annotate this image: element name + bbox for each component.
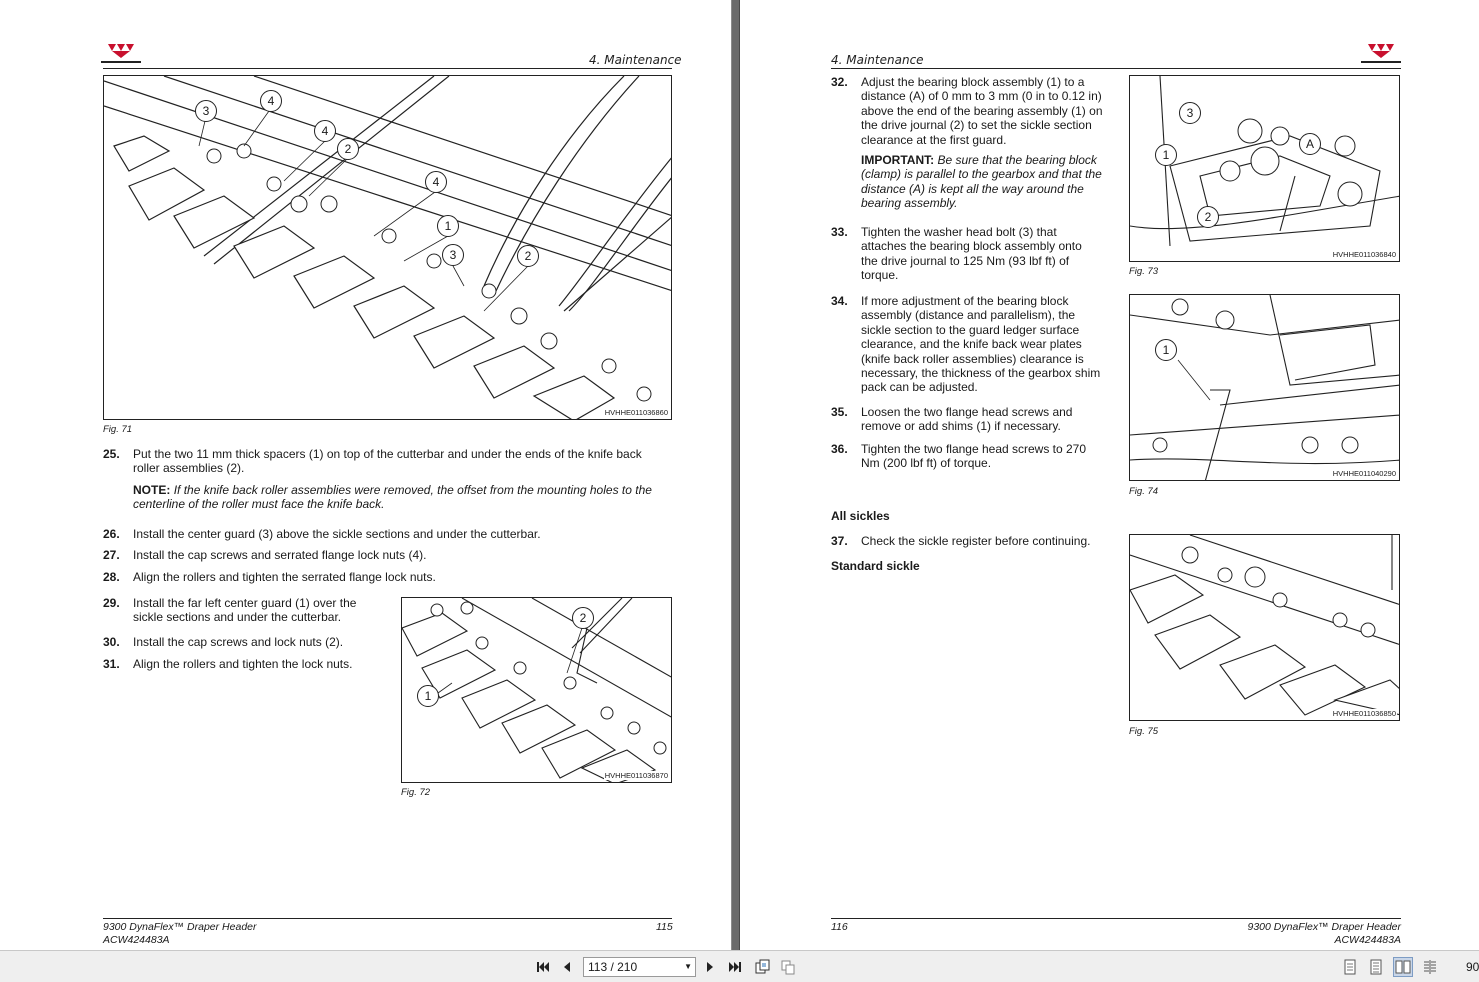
note: NOTE: If the knife back roller assemblies were removed, the offset from the mounting holes to the centerline of the roller must face the knife back. xyxy=(133,483,652,512)
fig72-callout: 1 xyxy=(417,685,439,707)
figure-code: HVHHE011036850 xyxy=(1332,709,1396,718)
cutterbar-illustration xyxy=(104,76,672,420)
zoom-level[interactable]: 90 xyxy=(1466,960,1479,974)
next-page-icon[interactable] xyxy=(700,957,720,977)
figure-caption: Fig. 71 xyxy=(103,424,133,435)
page-number: 116 xyxy=(831,921,848,933)
header-rule xyxy=(103,68,672,69)
bearing-block-illustration xyxy=(1130,76,1400,262)
header-title: 4. Maintenance xyxy=(831,53,924,67)
header-rule xyxy=(831,68,1401,69)
fig71-callout: 1 xyxy=(437,215,459,237)
figure-code: HVHHE011036860 xyxy=(604,408,668,417)
page-gutter xyxy=(731,0,740,950)
figure-73 xyxy=(1129,75,1400,262)
footer-doc-info: 9300 DynaFlex™ Draper Header ACW424483A xyxy=(1247,921,1401,946)
guard-illustration xyxy=(402,598,672,783)
brand-logo xyxy=(100,42,142,66)
prev-page-icon[interactable] xyxy=(557,957,577,977)
chevron-down-icon: ▼ xyxy=(684,962,692,971)
figure-code: HVHHE011036840 xyxy=(1332,250,1396,259)
continuous-view-icon[interactable] xyxy=(1366,957,1386,977)
figure-caption: Fig. 74 xyxy=(1129,486,1159,497)
figure-code: HVHHE011036870 xyxy=(604,771,668,780)
figure-75 xyxy=(1129,534,1400,721)
fig71-callout: 2 xyxy=(517,245,539,267)
fig71-callout: 3 xyxy=(442,244,464,266)
page-number: 115 xyxy=(656,921,673,933)
sickle-illustration xyxy=(1130,535,1400,721)
subheading-all-sickles: All sickles xyxy=(831,509,890,523)
fig73-callout: 1 xyxy=(1155,144,1177,166)
fig74-callout: 1 xyxy=(1155,339,1177,361)
footer-rule xyxy=(831,918,1401,919)
two-page-view-icon[interactable] xyxy=(1393,957,1413,977)
figure-72 xyxy=(401,597,672,783)
brand-logo xyxy=(1360,42,1402,66)
fig73-callout: A xyxy=(1299,133,1321,155)
page-115: 4. Maintenance 3 4 4 2 4 1 3 2 HVHHE011036860 Fig. 71 25. Put the two 11 mm thick spacers (1) on top of the cutterbar and under the ends of the knife back roller assemblies (2). NOTE: If the knife back roller assemblies were removed, the offset from the mounting holes to the centerline of the roller must face the knife back. 26. Install the center guard (3) above the sickle sections and under the cutterbar. 27. Install the cap screws and serrated flange lock nuts (4). 28. Align the rollers and tighten the serrated flange lock nuts. 29. Install the far left center guard (1) over the sickle sections and under the cutterbar. 30. Install the cap screws and lock nuts (2). 31. Align the rollers and tighten the lock nuts. 2 1 HVHHE011036870 Fig. 72 9300 DynaFlex™ Draper Header ACW424483A 115 xyxy=(0,0,731,950)
fig71-callout: 2 xyxy=(337,138,359,160)
subheading-standard-sickle: Standard sickle xyxy=(831,559,920,573)
fig71-callout: 4 xyxy=(260,90,282,112)
important-note: IMPORTANT: Be sure that the bearing block (clamp) is parallel to the gearbox and that the distance (A) is kept all the way around the bearing assembly. xyxy=(861,153,1102,211)
viewer-toolbar xyxy=(0,950,1479,982)
footer-rule xyxy=(103,918,672,919)
page-116: 4. Maintenance 32. Adjust the bearing block assembly (1) to a distance (A) of 0 mm to 3 mm (0 in to 0.12 in) above the end of the bearing assembly (1) on the drive journal (2) to set the sickle section clearance at the first guard. IMPORTANT: Be sure that the bearing block (clamp) is parallel to the gearbox and that the distance (A) is kept all the way around the bearing assembly. 33. Tighten the washer head bolt (3) that attaches the bearing block assembly onto the drive journal to 125 Nm (93 lbf ft) of torque. 34. If more adjustment of the bearing block assembly (distance and parallelism), the sickle section to the guard ledger surface clearance, and the knife back wear plates (knife back roller assemblies) clearance is necessary, the thickness of the gearbox shim pack can be adjusted. 35. Loosen the two flange head screws and remove or add shims (1) if necessary. 36. Tighten the two flange head screws to 270 Nm (200 lbf ft) of torque. All sickles 37. Check the sickle register before continuing. Standard sickle 3 A 1 2 HVHHE011036840 Fig. 73 1 HVHHE011040290 Fig. 74 HVHHE011036850 Fig. 75 116 9300 DynaFlex™ Draper Header ACW424483A xyxy=(740,0,1479,950)
figure-code: HVHHE011040290 xyxy=(1332,469,1396,478)
two-page-continuous-view-icon[interactable] xyxy=(1420,957,1440,977)
fig73-callout: 3 xyxy=(1179,102,1201,124)
figure-caption: Fig. 73 xyxy=(1129,266,1159,277)
figure-71 xyxy=(103,75,672,420)
fig71-callout: 4 xyxy=(425,171,447,193)
last-page-icon[interactable] xyxy=(725,957,745,977)
fig73-callout: 2 xyxy=(1197,206,1219,228)
copy-icon[interactable] xyxy=(752,957,772,977)
fig71-callout: 3 xyxy=(195,100,217,122)
header-title: 4. Maintenance xyxy=(589,53,682,67)
figure-74 xyxy=(1129,294,1400,481)
single-page-view-icon[interactable] xyxy=(1340,957,1360,977)
first-page-icon[interactable] xyxy=(533,957,553,977)
fig71-callout: 4 xyxy=(314,120,336,142)
footer-doc-info: 9300 DynaFlex™ Draper Header ACW424483A xyxy=(103,921,257,946)
shim-pack-illustration xyxy=(1130,295,1400,481)
figure-caption: Fig. 72 xyxy=(401,787,431,798)
fig72-callout: 2 xyxy=(572,607,594,629)
figure-caption: Fig. 75 xyxy=(1129,726,1159,737)
page-number-select[interactable]: 113 / 210 ▼ xyxy=(583,957,696,977)
fit-icon[interactable] xyxy=(778,957,798,977)
